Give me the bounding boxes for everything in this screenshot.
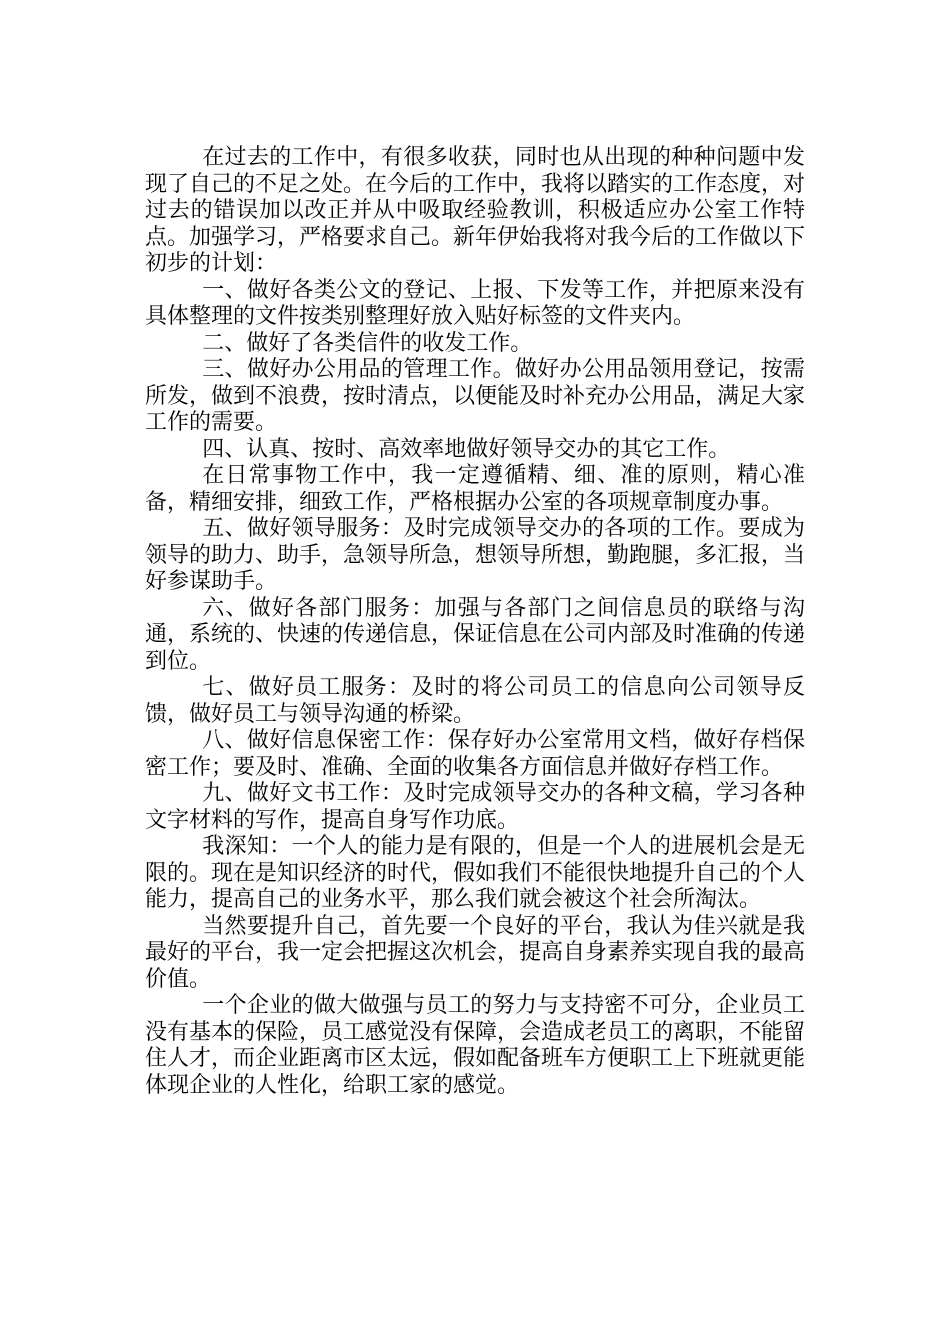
- paragraph-item-5: 五、做好领导服务：及时完成领导交办的各项的工作。要成为领导的助力、助手，急领导所急，想领导所想，勤跑腿，多汇报，当好参谋助手。: [145, 516, 806, 594]
- paragraph-intro: 在过去的工作中，有很多收获，同时也从出现的种种问题中发现了自己的不足之处。在今后的工作中，我将以踏实的工作态度，对过去的错误加以改正并从中吸取经验教训，积极适应办公室工作特点。加强学习，严格要求自己。新年伊始我将对我今后的工作做以下初步的计划：: [145, 145, 806, 276]
- paragraph-platform: 当然要提升自己，首先要一个良好的平台，我认为佳兴就是我最好的平台，我一定会把握这次机会，提高自身素养实现自我的最高价值。: [145, 913, 806, 992]
- paragraph-ability: 我深知：一个人的能力是有限的，但是一个人的进展机会是无限的。现在是知识经济的时代，假如我们不能很快地提升自己的个人能力，提高自己的业务水平，那么我们就会被这个社会所淘汰。: [145, 834, 806, 912]
- paragraph-item-3: 三、做好办公用品的管理工作。做好办公用品领用登记，按需所发，做到不浪费，按时清点，以便能及时补充办公用品，满足大家工作的需要。: [145, 357, 806, 435]
- paragraph-item-6: 六、做好各部门服务：加强与各部门之间信息员的联络与沟通，系统的、快速的传递信息，保证信息在公司内部及时准确的传递到位。: [145, 595, 806, 674]
- paragraph-item-8: 八、做好信息保密工作：保存好办公室常用文档，做好存档保密工作；要及时、准确、全面的收集各方面信息并做好存档工作。: [145, 728, 805, 780]
- paragraph-suggestion: 一个企业的做大做强与员工的努力与支持密不可分，企业员工没有基本的保险，员工感觉没有保障，会造成老员工的离职，不能留住人才，而企业距离市区太远，假如配备班车方便职工上下班就更能体现企业的人性化，给职工家的感觉。: [145, 993, 806, 1098]
- document-body: [145, 145, 805, 1099]
- paragraph-item-1: 一、做好各类公文的登记、上报、下发等工作，并把原来没有具体整理的文件按类别整理好放入贴好标签的文件夹内。: [145, 277, 805, 329]
- paragraph-item-4: 四、认真、按时、高效率地做好领导交办的其它工作。: [202, 436, 731, 462]
- paragraph-item-9: 九、做好文书工作：及时完成领导交办的各种文稿，学习各种文字材料的写作，提高自身写作功底。: [145, 781, 805, 833]
- paragraph-item-7: 七、做好员工服务：及时的将公司员工的信息向公司领导反馈，做好员工与领导沟通的桥梁。: [145, 675, 805, 727]
- paragraph-daily-work: 在日常事物工作中，我一定遵循精、细、准的原则，精心准备，精细安排，细致工作，严格根据办公室的各项规章制度办事。: [145, 463, 805, 515]
- paragraph-item-2: 二、做好了各类信件的收发工作。: [202, 330, 533, 356]
